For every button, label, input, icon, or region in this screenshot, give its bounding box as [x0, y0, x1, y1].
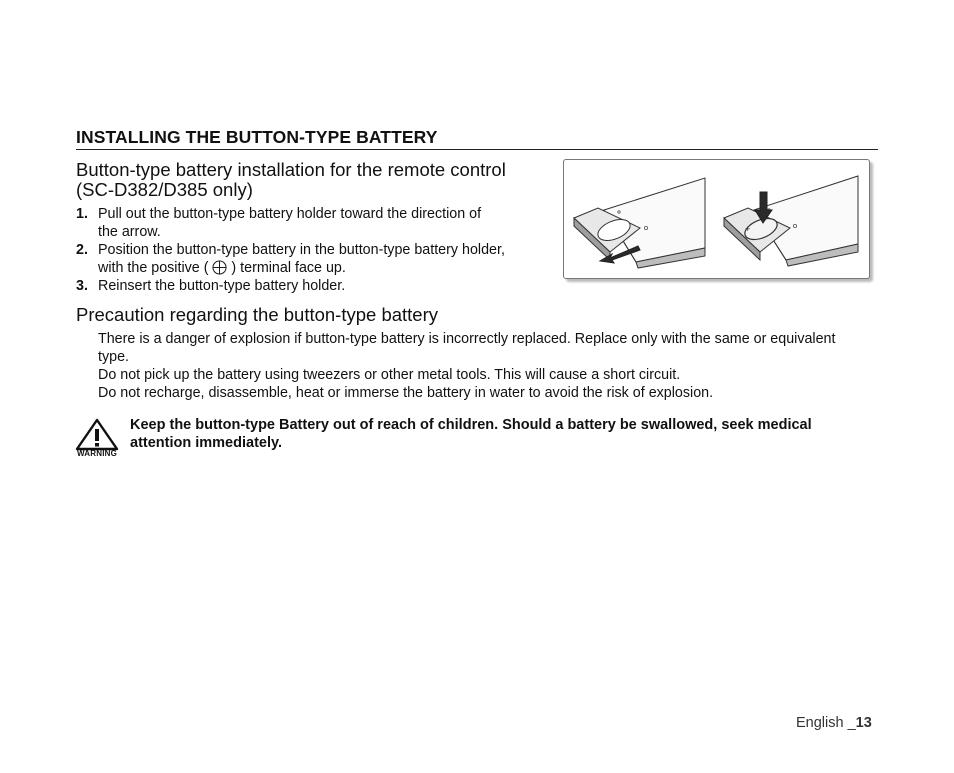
step-item	[76, 205, 556, 241]
step-number: 1.	[76, 206, 88, 222]
step-text: Pull out the button-type battery holder toward the direction of	[98, 206, 482, 222]
footer-language: English _	[796, 715, 856, 731]
step-text-cont: the arrow.	[98, 224, 161, 240]
svg-text:+: +	[745, 224, 751, 234]
remote-left	[574, 178, 705, 268]
remote-right	[724, 176, 858, 266]
install-subtitle	[76, 160, 566, 200]
section-title: INSTALLING THE BUTTON-TYPE BATTERY	[76, 127, 878, 150]
page-number: 13	[855, 715, 872, 731]
install-steps	[76, 205, 556, 295]
plus-circle-icon	[212, 260, 227, 275]
remote-control-illustration	[564, 160, 869, 278]
step-item	[76, 241, 556, 277]
install-subtitle-line1: Button-type battery installation for the remote control	[76, 159, 506, 180]
page-footer	[796, 715, 872, 731]
install-subtitle-line2: (SC-D382/D385 only)	[76, 179, 253, 200]
step-text-cont-a: with the positive (	[98, 260, 209, 276]
precaution-paragraph: Do not recharge, disassemble, heat or immerse the battery in water to avoid the risk of explosion.	[98, 385, 714, 401]
step-item	[76, 277, 556, 295]
precaution-paragraph: There is a danger of explosion if button-type battery is incorrectly replaced. Replace only with the same or equivalent type.	[98, 331, 836, 365]
step-text-cont-b: ) terminal face up.	[231, 260, 346, 276]
step-text: Position the button-type battery in the button-type battery holder,	[98, 242, 505, 258]
step-number: 2.	[76, 242, 88, 258]
warning-text: Keep the button-type Battery out of reach of children. Should a battery be swallowed, seek medical attention immediately.	[130, 417, 812, 451]
precaution-body	[98, 330, 858, 402]
precaution-title: Precaution regarding the button-type battery	[76, 304, 439, 325]
warning-label: WARNING	[76, 449, 118, 458]
precaution-paragraph: Do not pick up the battery using tweezers or other metal tools. This will cause a short circuit.	[98, 367, 681, 383]
battery-illustration	[563, 159, 870, 279]
step-number: 3.	[76, 278, 88, 294]
step-text: Reinsert the button-type battery holder.	[98, 278, 346, 294]
